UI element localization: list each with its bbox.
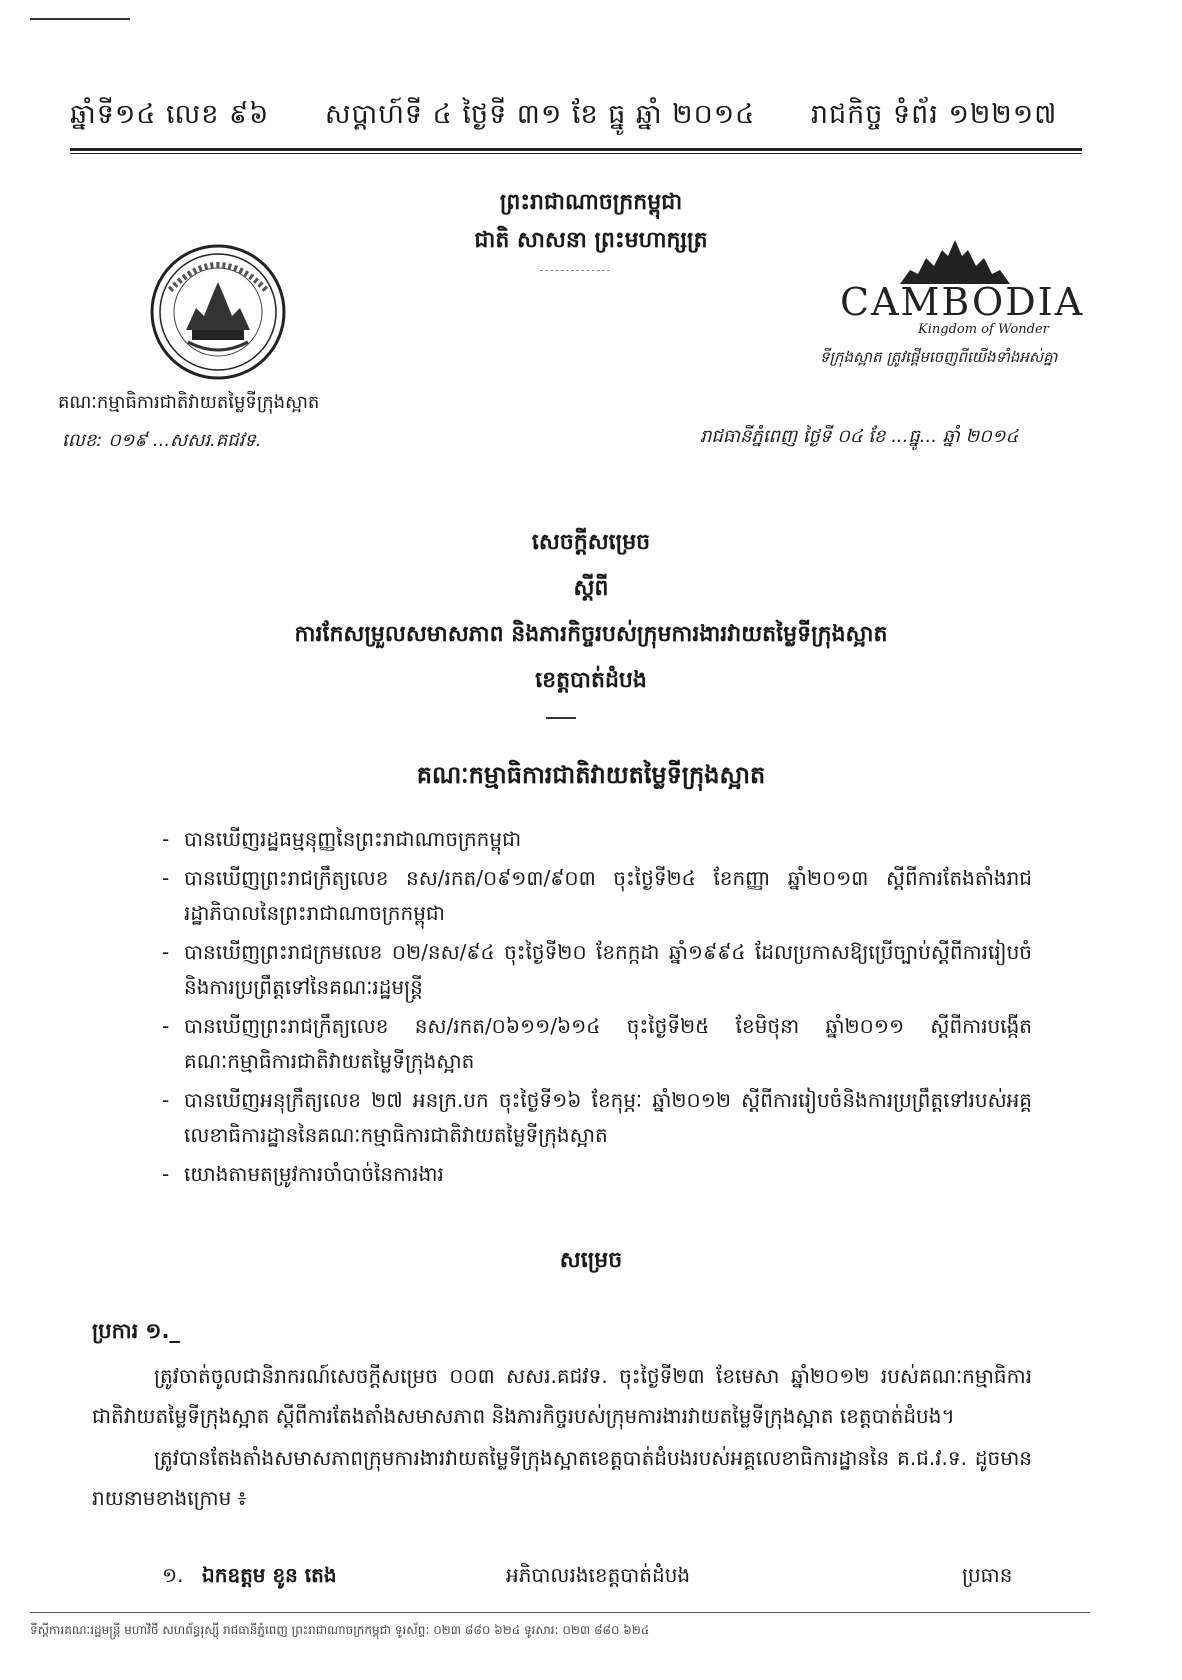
- member-name: ឯកឧត្តម ខូន តេង: [202, 1563, 337, 1587]
- bullet-dash: -: [162, 827, 170, 851]
- footer-rule: [30, 1612, 1090, 1613]
- decision-heading: សម្រេច: [559, 1248, 623, 1273]
- about-label: ស្តីពី: [573, 576, 609, 601]
- list-item: [162, 1009, 1032, 1079]
- reference-number: លេខ: ០១៩ ...សសរ.គជវទ.: [62, 430, 262, 451]
- document-subject: ការកែសម្រួលសមាសភាព និងភារកិច្ចរបស់ក្រុមការងារវាយតម្លៃទីក្រុងស្អាត: [294, 622, 888, 647]
- consideration-text: បានឃើញព្រះរាជក្រមលេខ ០២/នស/៩៤ ចុះថ្ងៃទី២០ ខែកក្កដា ឆ្នាំ១៩៩៤ ដែលប្រកាសឱ្យប្រើច្បាប់ស្តីពីការរៀបចំនិងការប្រព្រឹត្តទៅនៃគណៈរដ្ឋមន្ត្រី: [184, 940, 1032, 999]
- consideration-text: បានឃើញអនុក្រឹត្យលេខ ២៧ អនក្រ.បក ចុះថ្ងៃទី១៦ ខែកុម្ភៈ ឆ្នាំ២០១២ ស្តីពីការរៀបចំនិងការប្រព្រឹត្តទៅរបស់អគ្គលេខាធិការដ្ឋាននៃគណៈកម្មាធិការជាតិវាយតម្លៃទីក្រុងស្អាត: [184, 1088, 1032, 1147]
- angkor-temple-icon: [900, 240, 1010, 284]
- list-item: [162, 1083, 1032, 1153]
- gazette-page-number: រាជកិច្ច ទំព័រ ១២២១៧: [810, 99, 1058, 130]
- gazette-header: [70, 98, 1080, 137]
- place-and-date: រាជធានីភ្នំពេញ ថ្ងៃទី ០៤ ខែ ...ធ្នូ... ឆ្នាំ ២០១៤: [700, 426, 1019, 447]
- top-margin-rule: [30, 18, 130, 20]
- consideration-text: បានឃើញរដ្ឋធម្មនុញ្ញនៃព្រះរាជាណាចក្រកម្ពុជា: [184, 827, 522, 851]
- header-rule-thin: [70, 153, 1082, 154]
- committee-seal-icon: [148, 242, 288, 382]
- cambodia-wordmark: CAMBODIA: [840, 280, 1085, 324]
- kingdom-name: ព្រះរាជាណាចក្រកម្ពុជា: [499, 190, 683, 215]
- considerations-list: [162, 822, 1032, 1196]
- member-number: ១.: [162, 1563, 184, 1587]
- consideration-text: បានឃើញព្រះរាជក្រឹត្យលេខ នស/រកត/០៩១៣/៩០៣ ចុះថ្ងៃទី២៤ ខែកញ្ញា ឆ្នាំ២០១៣ ស្តីពីការតែងតាំងរាជរដ្ឋាភិបាលនៃព្រះរាជាណាចក្រកម្ពុជា: [184, 866, 1032, 925]
- bullet-dash: -: [162, 866, 170, 890]
- bullet-dash: -: [162, 1088, 170, 1112]
- motto-ornament: [540, 270, 610, 273]
- bullet-dash: -: [162, 1014, 170, 1038]
- list-item: [162, 935, 1032, 1005]
- gazette-issue: ឆ្នាំទី១៤ លេខ ៩៦: [70, 99, 270, 130]
- article-heading: ប្រការ ១._: [92, 1319, 180, 1343]
- footer-address: ទីស្តីការគណៈរដ្ឋមន្ត្រី មហាវិថី សហព័ន្ធរុស្ស៊ី រាជធានីភ្នំពេញ ព្រះរាជាណាចក្រកម្ពុជា ទូរស័ព្ទ: ០២៣ ៨៨០ ៦២៤ ទូរសារ: ០២៣ ៨៨០ ៦២៤: [30, 1623, 650, 1637]
- bullet-dash: -: [162, 1162, 170, 1186]
- cambodia-tagline: Kingdom of Wonder: [918, 322, 1049, 337]
- province-name: ខេត្តបាត់ដំបង: [535, 668, 647, 693]
- consideration-text: បានឃើញព្រះរាជក្រឹត្យលេខ នស/រកត/០៦១១/៦១៤ ចុះថ្ងៃទី២៥ ខែមិថុនា ឆ្នាំ២០១១ ស្តីពីការបង្កើតគណៈកម្មាធិការជាតិវាយតម្លៃទីក្រុងស្អាត: [184, 1014, 1032, 1073]
- list-item: [162, 1157, 1032, 1192]
- article-body: [92, 1356, 1032, 1520]
- consideration-text: យោងតាមតម្រូវការចាំបាច់នៃការងារ: [184, 1162, 444, 1186]
- national-motto: ជាតិ សាសនា ព្រះមហាក្សត្រ: [474, 228, 708, 253]
- member-position: អភិបាលរងខេត្តបាត់ដំបង: [506, 1563, 691, 1587]
- article-paragraph: ត្រូវបានតែងតាំងសមាសភាពក្រុមការងារវាយតម្លៃទីក្រុងស្អាតខេត្តបាត់ដំបងរបស់អគ្គលេខាធិការដ្ឋាននៃ គ.ជ.វ.ទ. ដូចមានរាយនាមខាងក្រោម ៖: [92, 1446, 1032, 1510]
- list-item: [162, 861, 1032, 931]
- document-type: សេចក្តីសម្រេច: [531, 530, 651, 555]
- title-divider: [546, 717, 576, 719]
- gazette-date: សប្តាហ៍ទី ៤ ថ្ងៃទី ៣១ ខែ ធ្នូ ឆ្នាំ ២០១៤: [324, 99, 756, 130]
- header-rule: [70, 148, 1082, 151]
- member-role: ប្រធាន: [962, 1563, 1013, 1587]
- article-paragraph: ត្រូវចាត់ចូលជានិរាករណ៍សេចក្តីសម្រេច ០០៣ សសរ.គជវទ. ចុះថ្ងៃទី២៣ ខែមេសា ឆ្នាំ២០១២ របស់គណៈកម្មាធិការជាតិវាយតម្លៃទីក្រុងស្អាត ស្តីពីការតែងតាំងសមាសភាព និងភារកិច្ចរបស់ក្រុមការងារវាយតម្លៃទីក្រុងស្អាត ខេត្តបាត់ដំបង។: [92, 1364, 1032, 1428]
- cambodia-logo: [840, 240, 1085, 337]
- list-item: [162, 822, 1032, 857]
- bullet-dash: -: [162, 940, 170, 964]
- clean-city-slogan: ទីក្រុងស្អាត ត្រូវផ្តើមចេញពីយើងទាំងអស់គ្នា: [820, 348, 1058, 366]
- issuing-committee: គណៈកម្មាធិការជាតិវាយតម្លៃទីក្រុងស្អាត: [58, 392, 320, 413]
- issuing-authority: គណៈកម្មាធិការជាតិវាយតម្លៃទីក្រុងស្អាត: [416, 761, 766, 789]
